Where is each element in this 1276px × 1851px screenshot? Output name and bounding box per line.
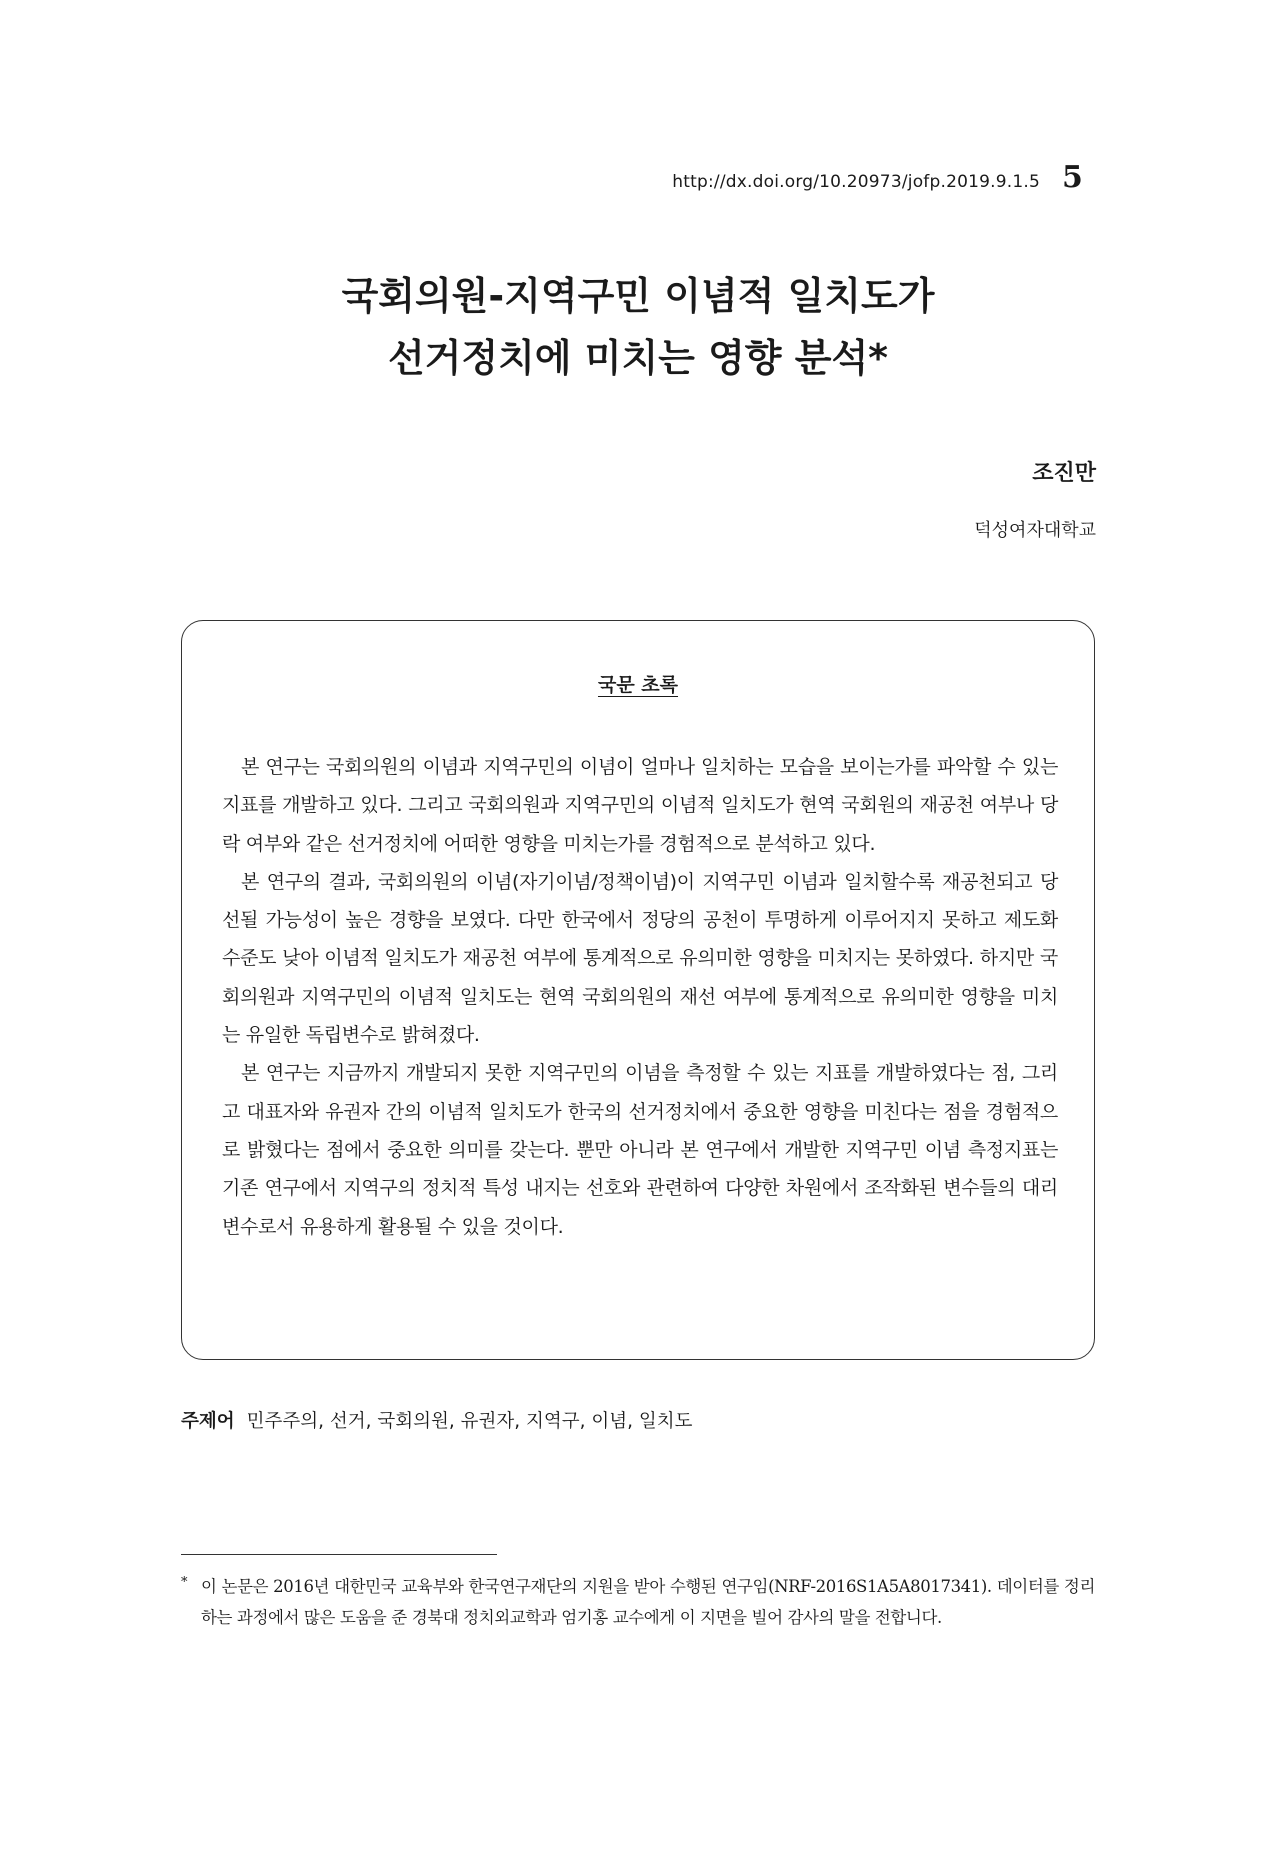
title-line-2: 선거정치에 미치는 영향 분석* [387, 336, 889, 380]
page-number: 5 [1062, 160, 1083, 195]
abstract-paragraph-3: 본 연구는 지금까지 개발되지 못한 지역구민의 이념을 측정할 수 있는 지표를 개발하였다는 점, 그리고 대표자와 유권자 간의 이념적 일치도가 한국의 선거정치에서 중요한 영향을 미친다는 점을 경험적으로 밝혔다는 점에서 중요한 의미를 갖는다. 뿐만 아니라 본 연구에서 개발한 지역구민 이념 측정지표는 기존 연구에서 지역구의 정치적 특성 내지는 선호와 관련하여 다양한 차원에서 조작화된 변수들의 대리변수로서 유용하게 활용될 수 있을 것이다. [222, 1062, 1058, 1238]
title-line-1: 국회의원-지역구민 이념적 일치도가 [341, 274, 935, 318]
doi-link[interactable]: http://dx.doi.org/10.20973/jofp.2019.9.1.5 [672, 172, 1040, 192]
footnote-mark: * [181, 1575, 188, 1590]
author-name: 조진만 [1032, 461, 1096, 486]
paper-title [0, 265, 1276, 389]
abstract-paragraph-1: 본 연구는 국회의원의 이념과 지역구민의 이념이 얼마나 일치하는 모습을 보이는가를 파악할 수 있는 지표를 개발하고 있다. 그리고 국회의원과 지역구민의 이념적 일치도가 현역 국회원의 재공천 여부나 당락 여부와 같은 선거정치에 어떠한 영향을 미치는가를 경험적으로 분석하고 있다. [222, 756, 1058, 855]
keywords [181, 1407, 693, 1433]
abstract-paragraph-2: 본 연구의 결과, 국회의원의 이념(자기이념/정책이념)이 지역구민 이념과 일치할수록 재공천되고 당선될 가능성이 높은 경향을 보였다. 다만 한국에서 정당의 공천이 투명하게 이루어지지 못하고 제도화 수준도 낮아 이념적 일치도가 재공천 여부에 통계적으로 유의미한 영향을 미치지는 못하였다. 하지만 국회의원과 지역구민의 이념적 일치도는 현역 국회의원의 재선 여부에 통계적으로 유의미한 영향을 미치는 유일한 독립변수로 밝혀졌다. [222, 870, 1058, 1047]
abstract-heading: 국문 초록 [597, 674, 679, 696]
author-affiliation: 덕성여자대학교 [974, 520, 1096, 541]
abstract-body [222, 748, 1058, 1246]
footnote-text: 이 논문은 2016년 대한민국 교육부와 한국연구재단의 지원을 받아 수행된 연구임(NRF-2016S1A5A8017341). 데이터를 정리하는 과정에서 많은 도움을 준 경북대 정치외교학과 엄기홍 교수에게 이 지면을 빌어 감사의 말을 전합니다. [201, 1577, 1095, 1627]
footnote-divider [181, 1554, 497, 1555]
footnote [181, 1571, 1095, 1633]
keywords-text: 민주주의, 선거, 국회의원, 유권자, 지역구, 이념, 일치도 [246, 1411, 693, 1432]
keywords-label: 주제어 [181, 1411, 235, 1432]
